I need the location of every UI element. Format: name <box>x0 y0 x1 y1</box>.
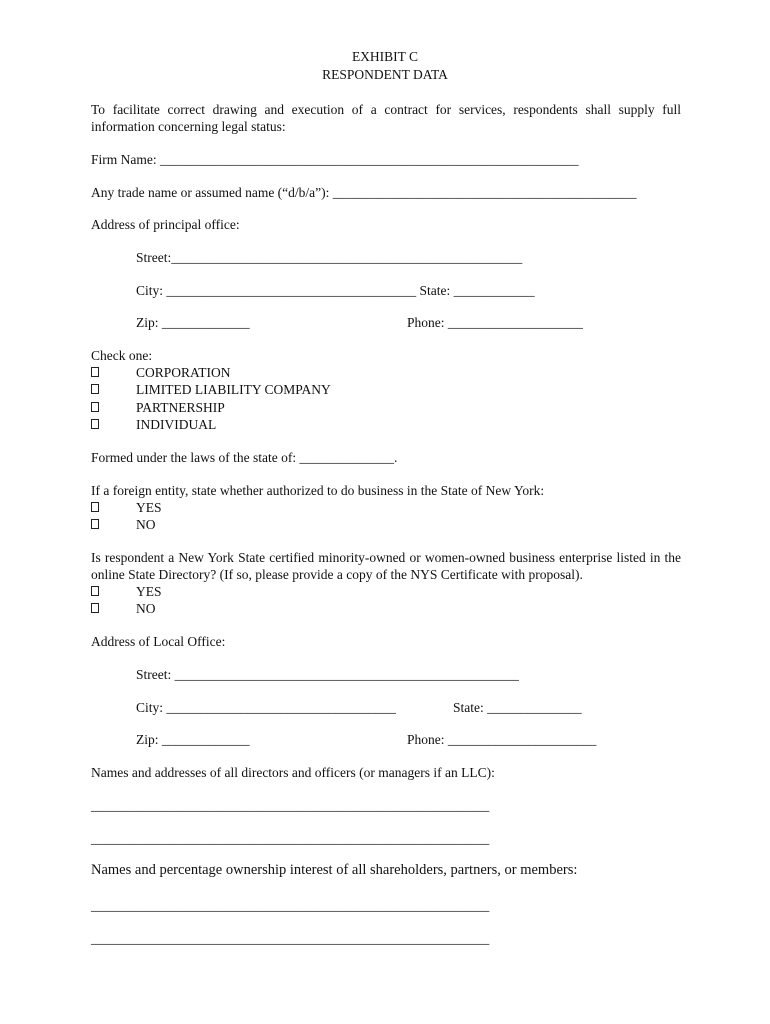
intro-paragraph: To facilitate correct drawing and execution of a contract for services, respondents shall supply full information concerning legal status: <box>91 102 681 134</box>
local-street-field[interactable]: Street: ___________________________________________________ <box>136 667 519 682</box>
principal-zip-field[interactable]: Zip: _____________ <box>136 315 250 330</box>
principal-city-state-field[interactable]: City: _____________________________________ State: ____________ <box>136 283 535 298</box>
checkbox-llc[interactable] <box>91 384 99 394</box>
directors-line-2[interactable]: ___________________________________________________________ <box>91 831 490 846</box>
formed-state-field[interactable]: Formed under the laws of the state of: ______________. <box>91 450 398 465</box>
check-one-heading: Check one: <box>91 348 153 363</box>
shareholders-line-2[interactable]: ___________________________________________________________ <box>91 931 490 946</box>
checkbox-foreign-no[interactable] <box>91 519 99 529</box>
principal-office-heading: Address of principal office: <box>91 217 240 232</box>
local-state-field[interactable]: State: ______________ <box>453 700 582 715</box>
checkbox-mwbe-no[interactable] <box>91 603 99 613</box>
shareholders-heading: Names and percentage ownership interest of all shareholders, partners, or members: <box>91 862 578 878</box>
option-label-partnership: PARTNERSHIP <box>136 400 225 415</box>
checkbox-individual[interactable] <box>91 419 99 429</box>
option-label-corporation: CORPORATION <box>136 365 231 380</box>
directors-heading: Names and addresses of all directors and officers (or managers if an LLC): <box>91 765 495 780</box>
shareholders-line-1[interactable]: ___________________________________________________________ <box>91 898 490 913</box>
trade-name-field[interactable]: Any trade name or assumed name (“d/b/a”): _____________________________________________ <box>91 185 637 200</box>
option-label-mwbe-yes: YES <box>136 584 162 599</box>
option-label-mwbe-no: NO <box>136 601 156 616</box>
document-title: RESPONDENT DATA <box>322 67 448 82</box>
option-label-llc: LIMITED LIABILITY COMPANY <box>136 382 331 397</box>
foreign-entity-question: If a foreign entity, state whether authorized to do business in the State of New York: <box>91 483 545 498</box>
exhibit-label: EXHIBIT C <box>351 49 419 64</box>
firm-name-field[interactable]: Firm Name: ______________________________________________________________ <box>91 152 579 167</box>
mwbe-question: Is respondent a New York State certified minority-owned or women-owned business enterprise listed in the online State Directory? (If so, please provide a copy of the NYS Certificate with proposal). <box>91 550 681 582</box>
principal-phone-field[interactable]: Phone: ____________________ <box>407 315 583 330</box>
option-label-individual: INDIVIDUAL <box>136 417 217 432</box>
local-zip-field[interactable]: Zip: _____________ <box>136 732 250 747</box>
local-city-field[interactable]: City: __________________________________ <box>136 700 396 715</box>
checkbox-mwbe-yes[interactable] <box>91 586 99 596</box>
checkbox-corporation[interactable] <box>91 367 99 377</box>
local-phone-field[interactable]: Phone: ______________________ <box>407 732 597 747</box>
option-label-foreign-yes: YES <box>136 500 162 515</box>
directors-line-1[interactable]: ___________________________________________________________ <box>91 798 490 813</box>
checkbox-partnership[interactable] <box>91 402 99 412</box>
option-label-foreign-no: NO <box>136 517 156 532</box>
principal-street-field[interactable]: Street:____________________________________________________ <box>136 250 523 265</box>
checkbox-foreign-yes[interactable] <box>91 502 99 512</box>
local-office-heading: Address of Local Office: <box>91 634 226 649</box>
